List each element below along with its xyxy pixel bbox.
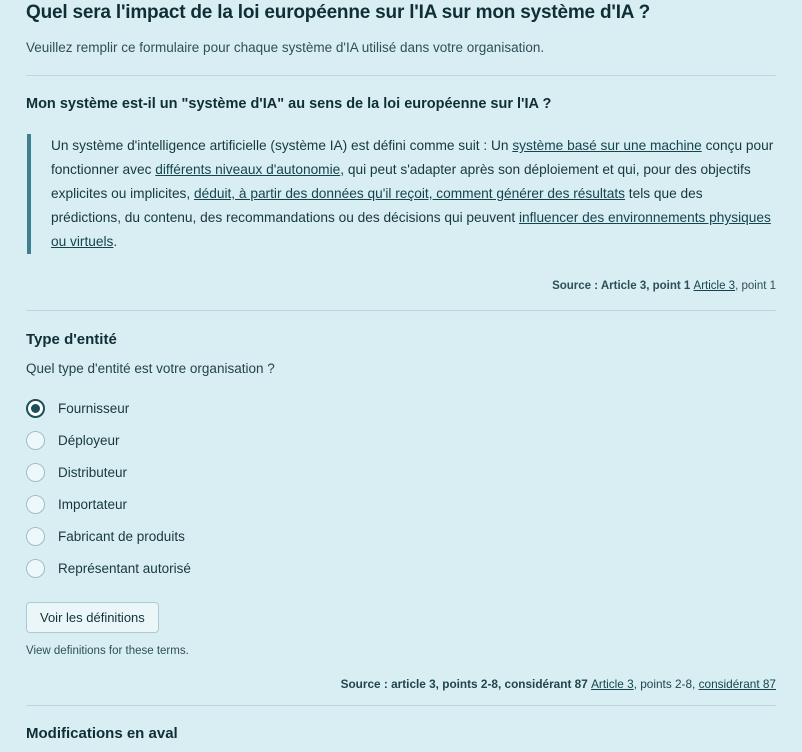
radio-icon-deployeur[interactable] [26,431,45,450]
radio-icon-fabricant-de-produits[interactable] [26,527,45,546]
radio-option-importateur[interactable] [26,488,776,520]
link-article-3[interactable]: Article 3 [693,280,736,292]
source-article-3-points-2-8 [26,677,776,691]
source2-mid: , points 2-8, [633,677,699,691]
radio-option-fournisseur[interactable] [26,392,776,424]
radio-icon-representant-autorise[interactable] [26,559,45,578]
source-suffix: , point 1 [735,280,776,292]
divider-entity [26,310,776,311]
definition-text-5: . [113,234,118,249]
divider-top [26,75,776,76]
radio-label-representant-autorise: Représentant autorisé [58,560,191,576]
link-levels-of-autonomy[interactable]: différents niveaux d'autonomie [155,162,341,177]
definition-text-1: Un système d'intelligence artificielle (système IA) est défini comme suit : Un [51,138,513,153]
entity-radio-group[interactable] [26,392,776,584]
radio-icon-distributeur[interactable] [26,463,45,482]
page-title: Quel sera l'impact de la loi européenne sur l'IA sur mon système d'IA ? [26,2,651,23]
source-label: Source : Article 3, point 1 [552,280,691,292]
radio-option-representant-autorise[interactable] [26,552,776,584]
radio-option-fabricant-de-produits[interactable] [26,520,776,552]
definition-text-3: , qui peut s'adapter après son déploiement et qui, pour des objectifs explicites ou implicites, [51,162,751,201]
radio-label-fournisseur: Fournisseur [58,400,130,416]
link-influence-environments[interactable]: influencer des environnements physiques ou virtuels [51,210,771,249]
definition-blockquote [27,134,776,254]
radio-label-deployeur: Déployeur [58,432,120,448]
link-considerant-87[interactable]: considérant 87 [698,677,776,691]
radio-icon-importateur[interactable] [26,495,45,514]
link-article-3-entity[interactable]: Article 3 [591,677,634,691]
radio-option-distributeur[interactable] [26,456,776,488]
definition-text-4: tels que des prédictions, du contenu, des recommandations ou des décisions qui peuvent [51,186,703,225]
link-infers-outputs[interactable]: déduit, à partir des données qu'il reçoit, comment générer des résultats [194,186,625,201]
entity-question-label: Quel type d'entité est votre organisation ? [26,361,275,376]
system-definition-question: Mon système est-il un "système d'IA" au sens de la loi européenne sur l'IA ? [26,96,552,112]
radio-icon-fournisseur[interactable] [26,399,45,418]
radio-label-distributeur: Distributeur [58,464,128,480]
radio-option-deployeur[interactable] [26,424,776,456]
entity-section-title: Type d'entité [26,331,117,348]
radio-label-importateur: Importateur [58,496,128,512]
page-subtitle: Veuillez remplir ce formulaire pour chaque système d'IA utilisé dans votre organisation. [26,40,545,55]
source-article-3-point-1 [26,280,776,292]
downstream-section-title: Modifications en aval [26,725,178,742]
view-definitions-button[interactable]: Voir les définitions [26,602,159,633]
radio-label-fabricant-de-produits: Fabricant de produits [58,528,185,544]
link-machine-based-system[interactable]: système basé sur une machine [512,138,702,153]
definitions-hint: View definitions for these terms. [26,645,189,657]
definition-text-2: conçu pour fonctionner avec [51,138,774,177]
divider-downstream [26,705,776,706]
source2-label: Source : article 3, points 2-8, considérant 87 [340,677,588,691]
